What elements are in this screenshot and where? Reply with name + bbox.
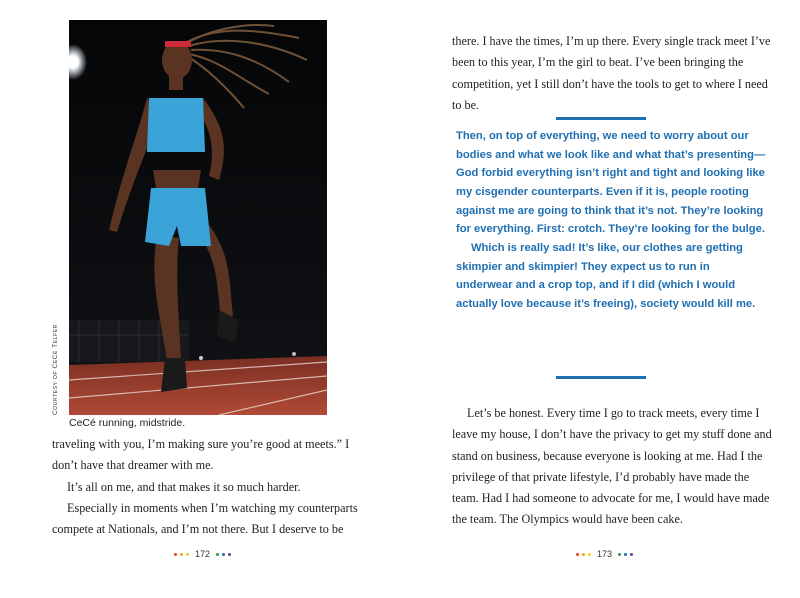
folio-dot <box>618 553 621 556</box>
page-number-right <box>576 549 633 559</box>
pull-quote-rule-top <box>556 117 646 120</box>
pull-quote-rule-bottom <box>556 376 646 379</box>
paragraph: It’s all on me, and that makes it so much harder. <box>67 479 301 494</box>
folio-dot <box>228 553 231 556</box>
photo-credit: Courtesy of CeCé Telfer <box>52 324 59 415</box>
folio-dot <box>576 553 579 556</box>
paragraph: Especially in moments when I’m watching my counterparts compete at Nationals, and I’m not there. But I deserve to be <box>52 500 358 537</box>
folio-dot <box>174 553 177 556</box>
page-number: 173 <box>597 549 613 559</box>
paragraph: traveling with you, I’m making sure you’re good at meets.” I don’t have that dreamer with me. <box>52 437 350 473</box>
pull-quote <box>456 127 768 314</box>
folio-dot <box>186 553 189 556</box>
right-body-text-bottom <box>452 403 774 531</box>
folio-dot <box>222 553 225 556</box>
folio-dot <box>216 553 219 556</box>
paragraph: there. I have the times, I’m up there. Every single track meet I’ve been to this year, I’m the girl to beat. I’ve been bringing the competition, yet I still don’t have the tools to get to where I need to be. <box>452 34 771 112</box>
folio-dot <box>630 553 633 556</box>
folio-dot <box>624 553 627 556</box>
page-number: 172 <box>195 549 211 559</box>
paragraph: Let’s be honest. Every time I go to track meets, every time I leave my house, I don’t have the privacy to get my stuff done and stand on business, because everyone is looking at me. Had I the privilege of that private lifestyle, I’d probably have made the team. Had I had someone to advocate for me, I would have made the team. The Olympics would have been cake. <box>452 406 772 527</box>
right-body-text-top <box>452 31 772 116</box>
right-page <box>400 0 800 598</box>
page-number-left <box>174 549 231 559</box>
folio-dot <box>180 553 183 556</box>
photo-caption: CeCé running, midstride. <box>69 417 186 429</box>
left-body-text <box>52 434 370 540</box>
pull-quote-paragraph: Then, on top of everything, we need to worry about our bodies and what we look like and what that’s presenting—God forbid everything isn’t right and tight and looking like my cisgender counterparts. Even if it is, people rooting against me are going to think that it’s not. They’re looking for everything. First: crotch. They’re looking for the bulge. <box>456 130 766 236</box>
pull-quote-paragraph: Which is really sad! It’s like, our clothes are getting skimpier and skimpier! They expect us to run in underwear and a crop top, and if I did (which I would actually love because it’s freeing), society would kill me. <box>456 241 756 310</box>
athlete-photo <box>69 20 327 415</box>
folio-dot <box>588 553 591 556</box>
folio-dot <box>582 553 585 556</box>
